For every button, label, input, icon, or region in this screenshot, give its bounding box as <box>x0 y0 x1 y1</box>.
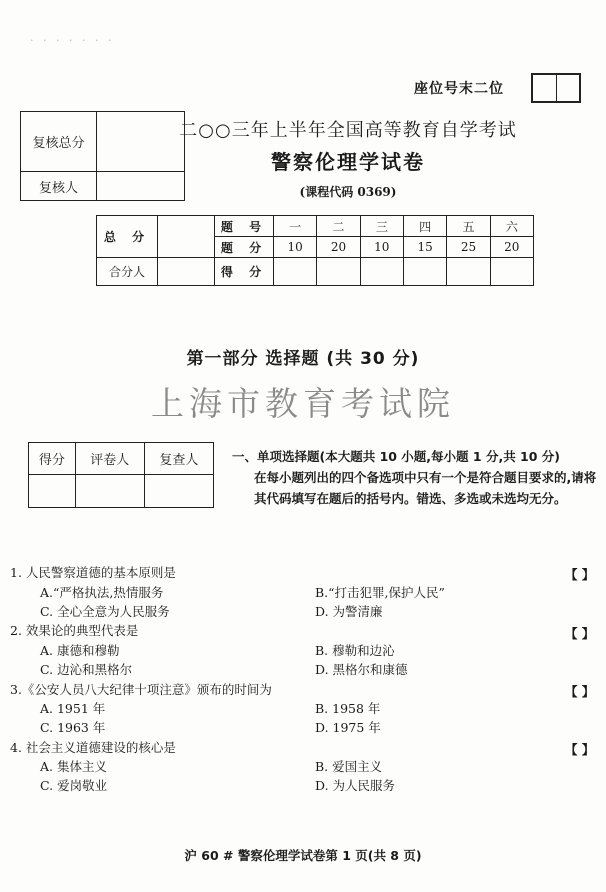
grader-score-cell[interactable] <box>29 475 76 508</box>
reviewer-label: 复核人 <box>21 172 97 201</box>
section-instructions <box>232 446 602 509</box>
question-3-option-b: B. 1958 年 <box>315 701 381 716</box>
question-1-option-d: D. 为警清廉 <box>315 604 383 619</box>
question-4-option-c: C. 爱岗敬业 <box>40 778 108 793</box>
question-4-answer-bracket[interactable]: 【 】 <box>565 742 595 757</box>
part-one-title: 第一部分 选择题 (共 30 分) <box>186 349 420 369</box>
seat-number-box[interactable] <box>531 73 581 103</box>
qno-4: 四 <box>403 216 446 237</box>
question-4-option-a: A. 集体主义 <box>40 759 107 774</box>
grader-score-label: 得分 <box>29 443 76 475</box>
score-cell-6[interactable] <box>490 258 533 286</box>
question-2-option-c: C. 边沁和黑格尔 <box>40 662 133 677</box>
qno-3: 三 <box>360 216 403 237</box>
exam-subject: 警察伦理学试卷 <box>271 150 425 174</box>
question-3-option-c: C. 1963 年 <box>40 720 106 735</box>
rechecker-label: 复查人 <box>144 443 213 475</box>
combiner-label: 合分人 <box>97 258 158 286</box>
total-score-label: 总 分 <box>97 216 158 258</box>
question-1-answer-bracket[interactable]: 【 】 <box>565 567 595 582</box>
score-cell-4[interactable] <box>403 258 446 286</box>
question-1-stem: 1. 人民警察道德的基本原则是 <box>10 565 176 580</box>
question-3-option-a: A. 1951 年 <box>40 701 106 716</box>
score-cell-1[interactable] <box>274 258 317 286</box>
points-1: 10 <box>274 237 317 258</box>
points-4: 15 <box>403 237 446 258</box>
question-2-stem: 2. 效果论的典型代表是 <box>10 623 139 638</box>
points-label: 题 分 <box>215 237 274 258</box>
question-3-answer-bracket[interactable]: 【 】 <box>565 684 595 699</box>
combiner-cell[interactable] <box>158 258 215 286</box>
qno-1: 一 <box>274 216 317 237</box>
score-cell-5[interactable] <box>447 258 490 286</box>
question-2-option-b: B. 穆勒和边沁 <box>315 643 395 658</box>
points-2: 20 <box>317 237 360 258</box>
points-3: 10 <box>360 237 403 258</box>
page-footer: 沪 60 # 警察伦理学试卷第 1 页(共 8 页) <box>184 848 422 863</box>
question-2-answer-bracket[interactable]: 【 】 <box>565 626 595 641</box>
section-instruction-text: 在每小题列出的四个备选项中只有一个是符合题目要求的,请将其代码填写在题后的括号内。错选、多选或未选均无分。 <box>254 470 597 506</box>
exam-title: 二○○三年上半年全国高等教育自学考试 <box>179 120 517 141</box>
section-title: 一、单项选择题(本大题共 10 小题,每小题 1 分,共 10 分) <box>232 449 561 464</box>
scan-noise: · · · · · · · <box>30 34 115 47</box>
seat-number-label: 座位号末二位 <box>414 81 504 97</box>
grader-label: 评卷人 <box>75 443 144 475</box>
question-4-option-d: D. 为人民服务 <box>315 778 396 793</box>
qno-6: 六 <box>490 216 533 237</box>
rechecker-cell[interactable] <box>144 475 213 508</box>
points-5: 25 <box>447 237 490 258</box>
question-4-stem: 4. 社会主义道德建设的核心是 <box>10 740 176 755</box>
total-score-cell[interactable] <box>158 216 215 258</box>
watermark: 上海市教育考试院 <box>151 384 455 423</box>
question-3-stem: 3.《公安人员八大纪律十项注意》颁布的时间为 <box>10 682 272 697</box>
review-total-label: 复核总分 <box>21 112 97 172</box>
score-table <box>96 215 534 286</box>
points-6: 20 <box>490 237 533 258</box>
qno-2: 二 <box>317 216 360 237</box>
question-4-option-b: B. 爱国主义 <box>315 759 383 774</box>
question-1-option-a: A.“严格执法,热情服务 <box>40 585 164 600</box>
qno-5: 五 <box>447 216 490 237</box>
question-no-label: 题 号 <box>215 216 274 237</box>
question-1-option-c: C. 全心全意为人民服务 <box>40 604 170 619</box>
grader-box <box>28 442 214 508</box>
question-2-option-d: D. 黑格尔和康德 <box>315 662 408 677</box>
score-cell-3[interactable] <box>360 258 403 286</box>
question-2-option-a: A. 康德和穆勒 <box>40 643 120 658</box>
grader-cell[interactable] <box>75 475 144 508</box>
question-3-option-d: D. 1975 年 <box>315 720 381 735</box>
score-cell-2[interactable] <box>317 258 360 286</box>
question-1-option-b: B.“打击犯罪,保护人民” <box>315 585 445 600</box>
score-label: 得 分 <box>215 258 274 286</box>
course-code: (课程代码 0369) <box>299 185 397 199</box>
